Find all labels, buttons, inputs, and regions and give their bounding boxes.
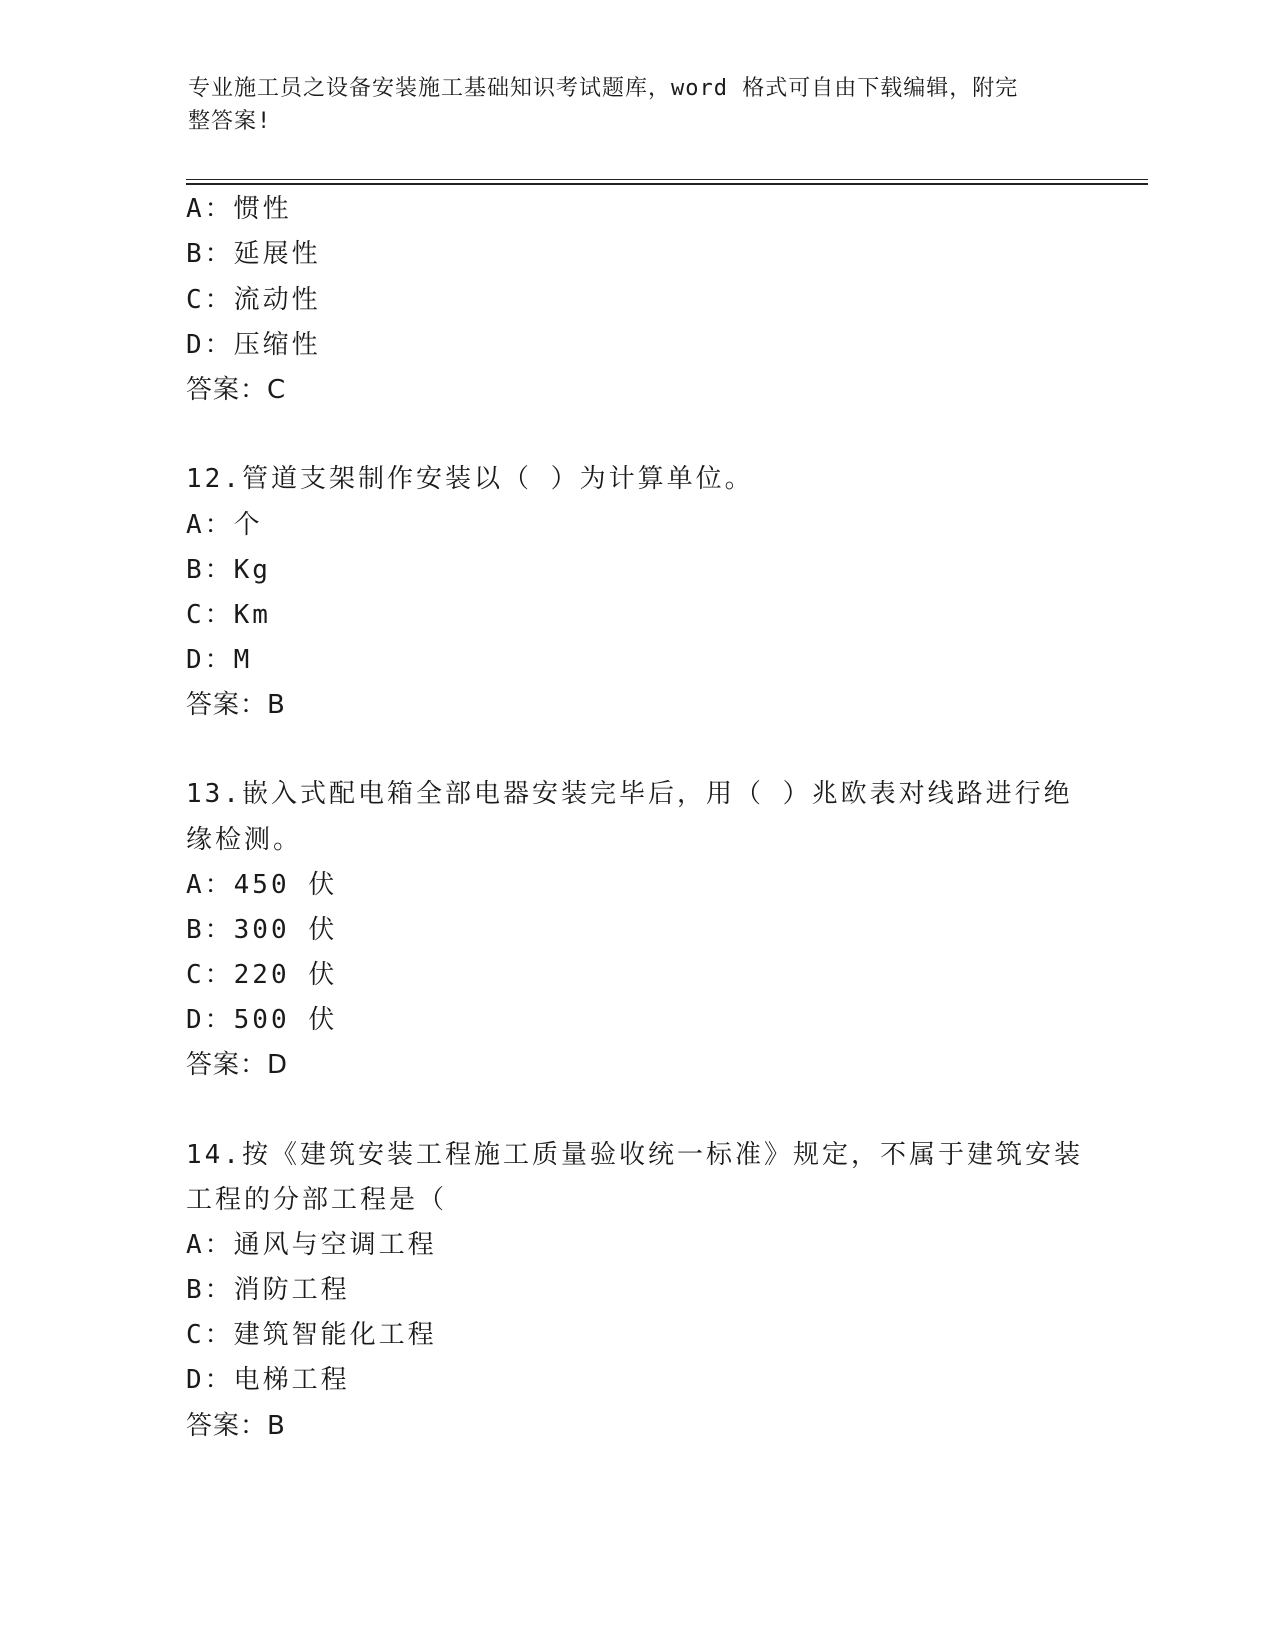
q12-stem: 12.管道支架制作安装以（ ）为计算单位。 bbox=[186, 464, 754, 494]
q11-option-d: D：压缩性 bbox=[186, 330, 321, 360]
q13-answer: 答案：D bbox=[186, 1050, 289, 1080]
q11-option-b: B：延展性 bbox=[186, 239, 321, 269]
q14-stem-line-1: 14.按《建筑安装工程施工质量验收统一标准》规定，不属于建筑安装 bbox=[186, 1140, 1083, 1170]
q13-option-b: B：300 伏 bbox=[186, 915, 338, 945]
q12-option-d: D：M bbox=[186, 645, 253, 675]
q14-option-c: C：建筑智能化工程 bbox=[186, 1320, 437, 1350]
q14-answer: 答案：B bbox=[186, 1411, 286, 1441]
q13-stem-line-2: 缘检测。 bbox=[186, 825, 303, 855]
q14-option-a: A：通风与空调工程 bbox=[186, 1230, 437, 1260]
header-title-line-1: 专业施工员之设备安装施工基础知识考试题库，word 格式可自由下载编辑，附完 bbox=[188, 76, 1019, 101]
q14-option-d: D：电梯工程 bbox=[186, 1365, 350, 1395]
q13-stem-line-1: 13.嵌入式配电箱全部电器安装完毕后，用（ ）兆欧表对线路进行绝 bbox=[186, 779, 1073, 809]
document-header bbox=[188, 72, 1068, 138]
q12-answer: 答案：B bbox=[186, 690, 286, 720]
header-divider-thin bbox=[186, 179, 1148, 180]
q11-option-c: C：流动性 bbox=[186, 285, 321, 315]
q12-option-b: B：Kg bbox=[186, 555, 271, 585]
q14-option-b: B：消防工程 bbox=[186, 1275, 350, 1305]
q13-option-a: A：450 伏 bbox=[186, 870, 338, 900]
header-title-line-2: 整答案! bbox=[188, 109, 272, 134]
q12-option-a: A：个 bbox=[186, 510, 263, 540]
q13-option-d: D：500 伏 bbox=[186, 1005, 338, 1035]
q12-option-c: C：Km bbox=[186, 600, 271, 630]
q11-answer: 答案：C bbox=[186, 375, 287, 405]
q14-stem-line-2: 工程的分部工程是（ bbox=[186, 1185, 448, 1215]
q11-option-a: A：惯性 bbox=[186, 194, 292, 224]
q13-option-c: C：220 伏 bbox=[186, 960, 338, 990]
header-divider-thick bbox=[186, 183, 1148, 185]
